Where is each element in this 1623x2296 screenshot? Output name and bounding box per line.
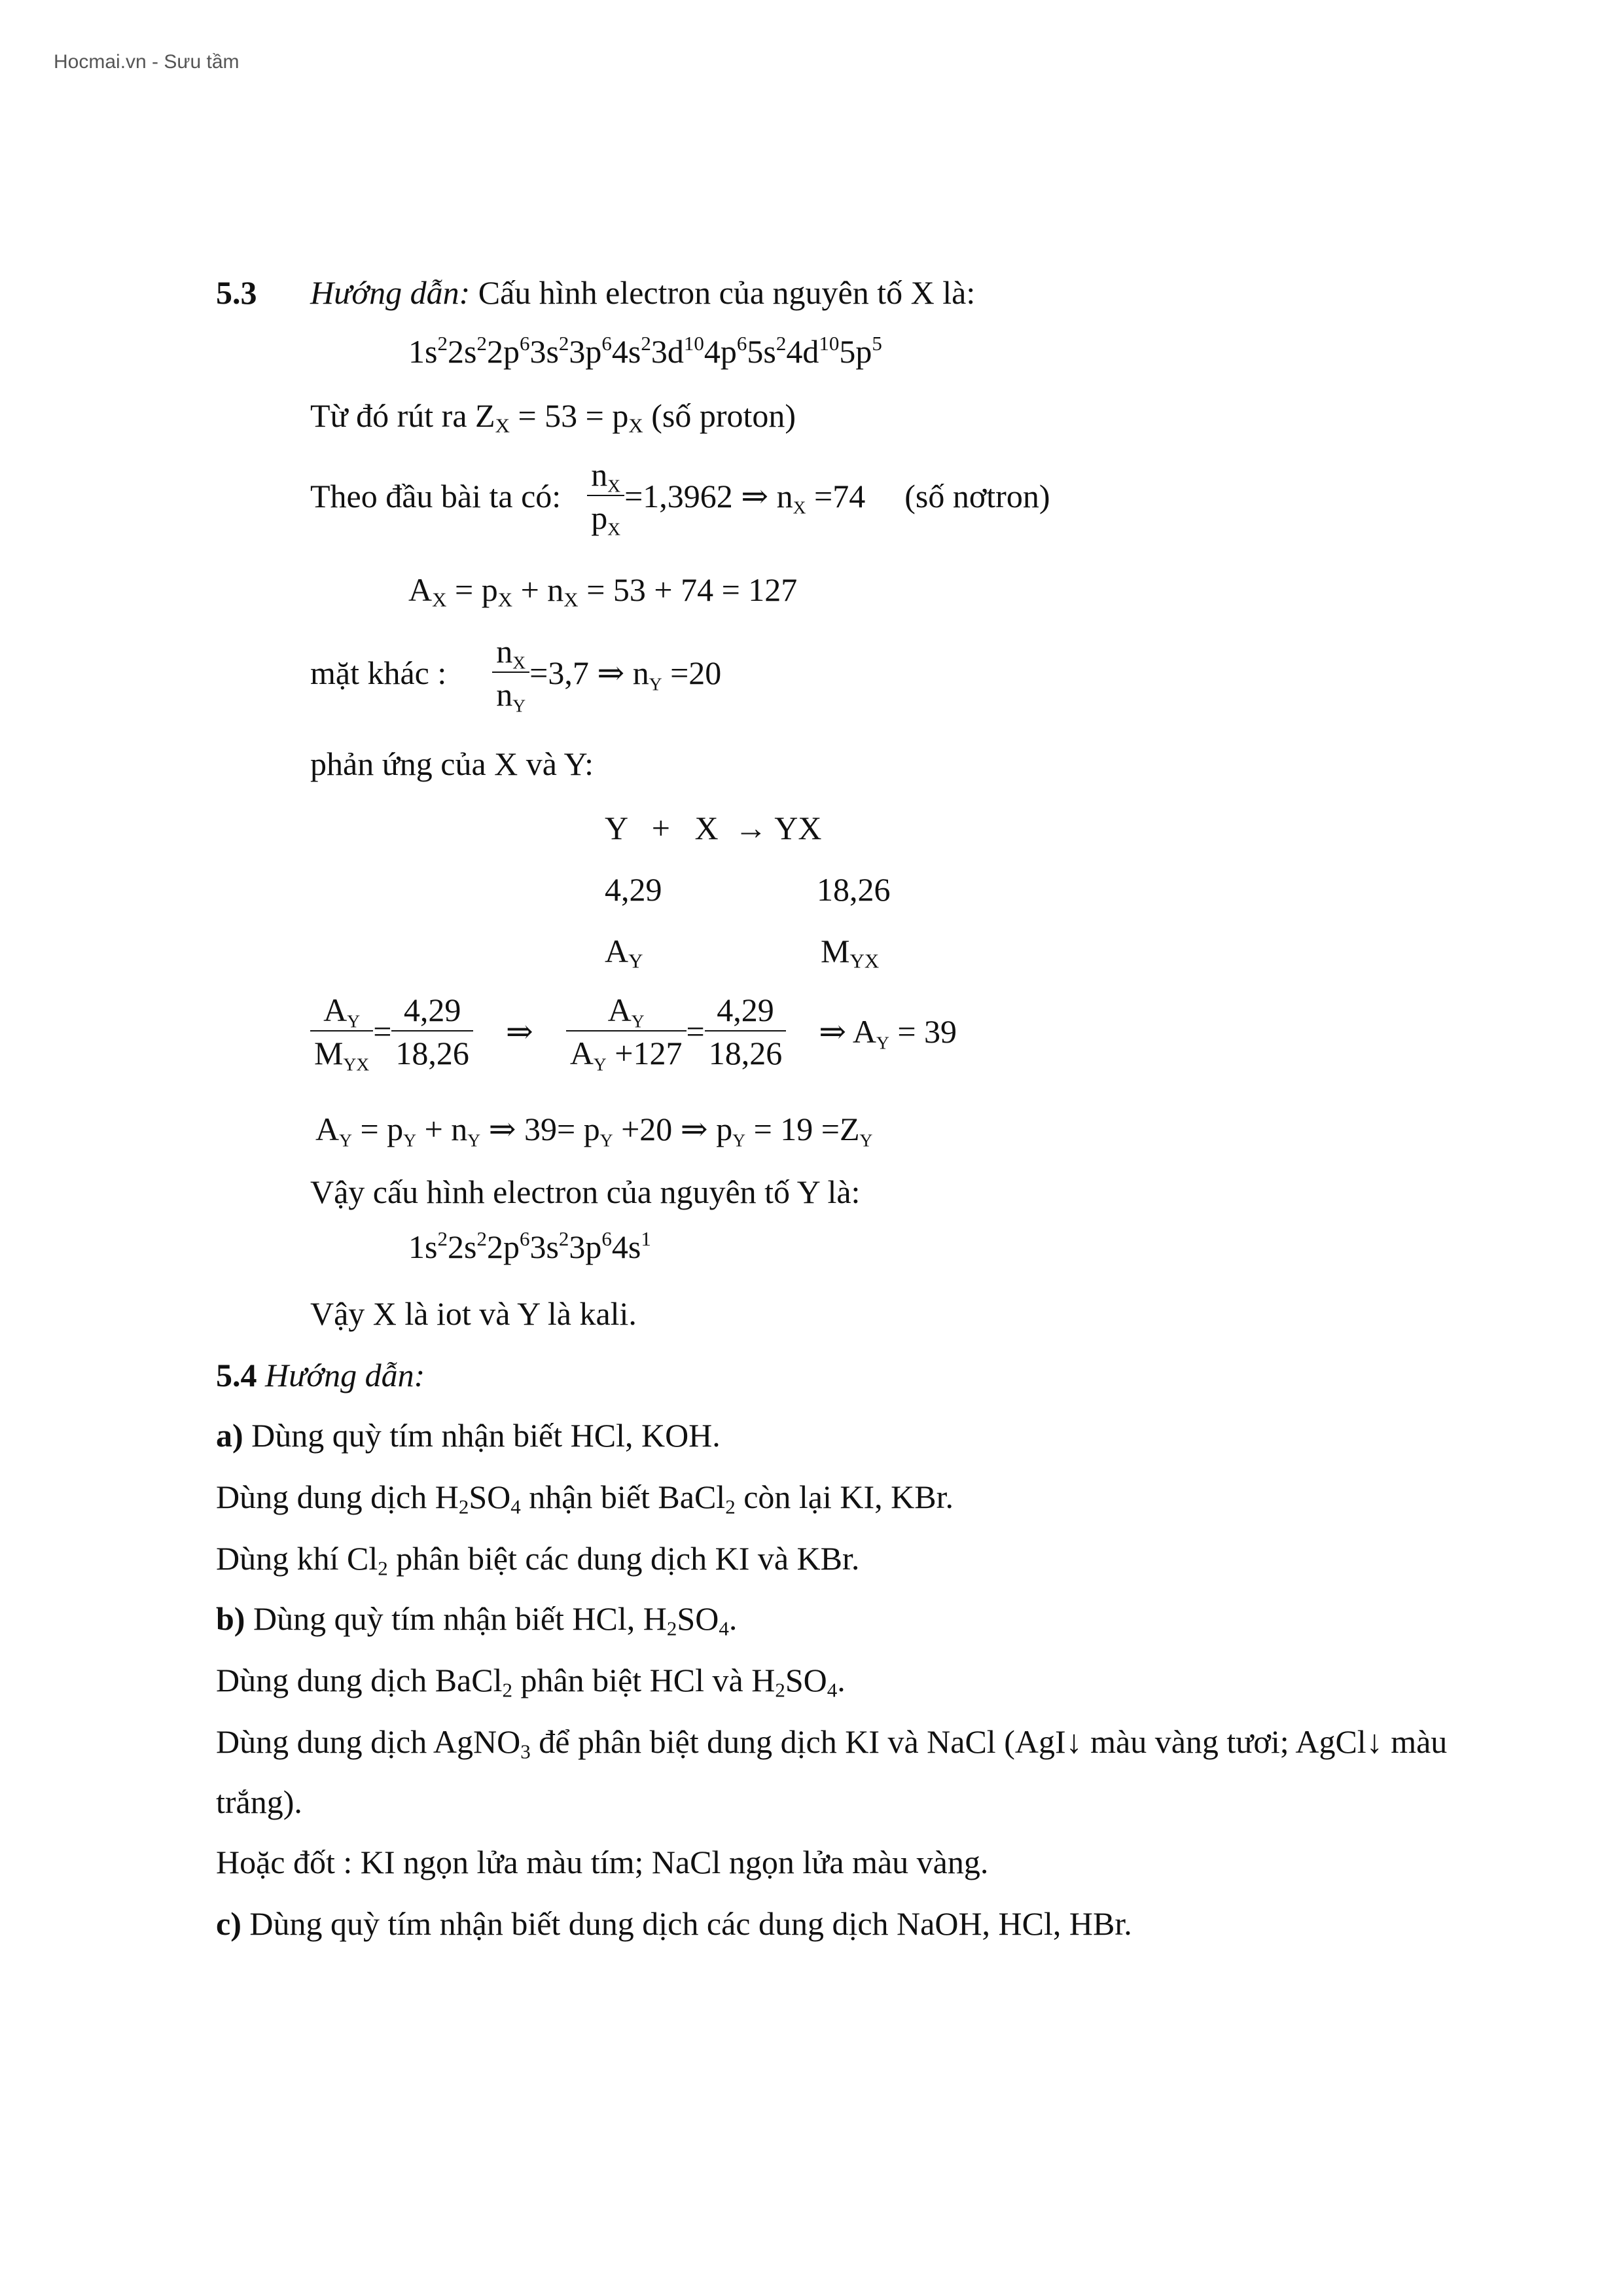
line-b1: b) Dùng quỳ tím nhận biết HCl, $H_2SO_4$. xyxy=(216,1600,738,1640)
fraction-429-1826-b: $\frac{4,29}{18,26}$ xyxy=(705,994,787,1069)
ay-line: AY = pY + nY ⇒ 39= pY +20 ⇒ pY = 19 =ZY xyxy=(315,1111,873,1151)
guide-label: Hướng dẫn: xyxy=(310,274,471,311)
mass-yx: 18,26 xyxy=(817,871,891,908)
line-c1: c) Dùng quỳ tím nhận biết dung dịch các dung dịch NaOH, HCl, HBr. xyxy=(216,1905,1132,1942)
ax-line: $A_X = p_X + n_X = 53 + 74 = 127$ xyxy=(408,571,798,611)
zx-line: Từ đó rút ra $Z_X = 53 = p_X$ (số proton) xyxy=(310,397,796,437)
phanung-label: phản ứng của X và Y: xyxy=(310,745,594,782)
section-5-3-number: 5.3 xyxy=(216,274,257,311)
ratio-equation: $\frac{AY}{\text{MYX}}$ = $\frac{4,29}{18,26}$ ⇒ $\frac{AY}{AY +127}$ = $\frac{4,29}{18,26}$ ⇒ AY = 39 xyxy=(310,994,957,1069)
label-ay: $A_Y$ xyxy=(605,933,643,973)
vay-y-line: Vậy cấu hình electron của nguyên tố Y là: xyxy=(310,1174,861,1210)
fraction-ay-ay127: $\frac{AY}{AY +127}$ xyxy=(566,994,687,1069)
line-a1: a) Dùng quỳ tím nhận biết HCl, KOH. xyxy=(216,1417,721,1454)
reaction-equation: Y + X → YX xyxy=(605,810,822,846)
line-b3: Dùng dung dịch AgNO$_3$ để phân biệt dung dịch KI và NaCl (AgI↓ màu vàng tươi; AgCl↓ màu xyxy=(216,1723,1448,1763)
line-a3: Dùng khí $Cl_2$ phân biệt các dung dịch KI và KBr. xyxy=(216,1540,860,1580)
line-b3-continued: trắng). xyxy=(216,1784,302,1820)
neutron-note: (số nơtron) xyxy=(904,478,1050,514)
label-myx: $M_{YX}$ xyxy=(821,933,880,973)
config-x: $1s^22s^22p^63s^23p^64s^23d^{10}4p^65s^24d^{10}5p^5$ xyxy=(408,331,882,370)
matkhac-line: mặt khác : $\frac{nX}{nY}$ =3,7 ⇒ nY =20 xyxy=(310,633,722,716)
matkhac-label: mặt khác : xyxy=(310,655,447,691)
fraction-ay-myx: $\frac{AY}{\text{MYX}}$ xyxy=(310,994,373,1069)
page-header: Hocmai.vn - Sưu tầm xyxy=(54,51,240,73)
line-b4: Hoặc đốt : KI ngọn lửa màu tím; NaCl ngọn lửa màu vàng. xyxy=(216,1844,989,1880)
fraction-nx-px: $\frac{nX}{pX}$ xyxy=(587,458,624,534)
line-b2: Dùng dung dịch BaCl$_2$ phân biệt HCl và $H_2SO_4$. xyxy=(216,1662,846,1702)
line-a2: Dùng dung dịch $H_2SO_4$ nhận biết BaCl$_2$ còn lại KI, KBr. xyxy=(216,1479,954,1518)
mass-y: 4,29 xyxy=(605,871,662,908)
theo-line: Theo đầu bài ta có: $\frac{nX}{pX}$ =1,3962 ⇒ nX =74 (số nơtron) xyxy=(310,456,1050,539)
intro-text: Cấu hình electron của nguyên tố X là: xyxy=(478,274,976,311)
section-5-4-heading xyxy=(216,1359,425,1391)
section-5-3-heading xyxy=(310,276,975,309)
theo-label: Theo đầu bài ta có: xyxy=(310,478,562,514)
fraction-nx-ny: $\frac{nX}{nY}$ xyxy=(492,635,529,711)
conclusion: Vậy X là iot và Y là kali. xyxy=(310,1295,637,1332)
guide-label: Hướng dẫn: xyxy=(265,1357,425,1393)
fraction-429-1826-a: $\frac{4,29}{18,26}$ xyxy=(391,994,473,1069)
section-5-4-number: 5.4 xyxy=(216,1357,257,1393)
config-y: $1s^22s^22p^63s^23p^64s^1$ xyxy=(408,1227,651,1265)
